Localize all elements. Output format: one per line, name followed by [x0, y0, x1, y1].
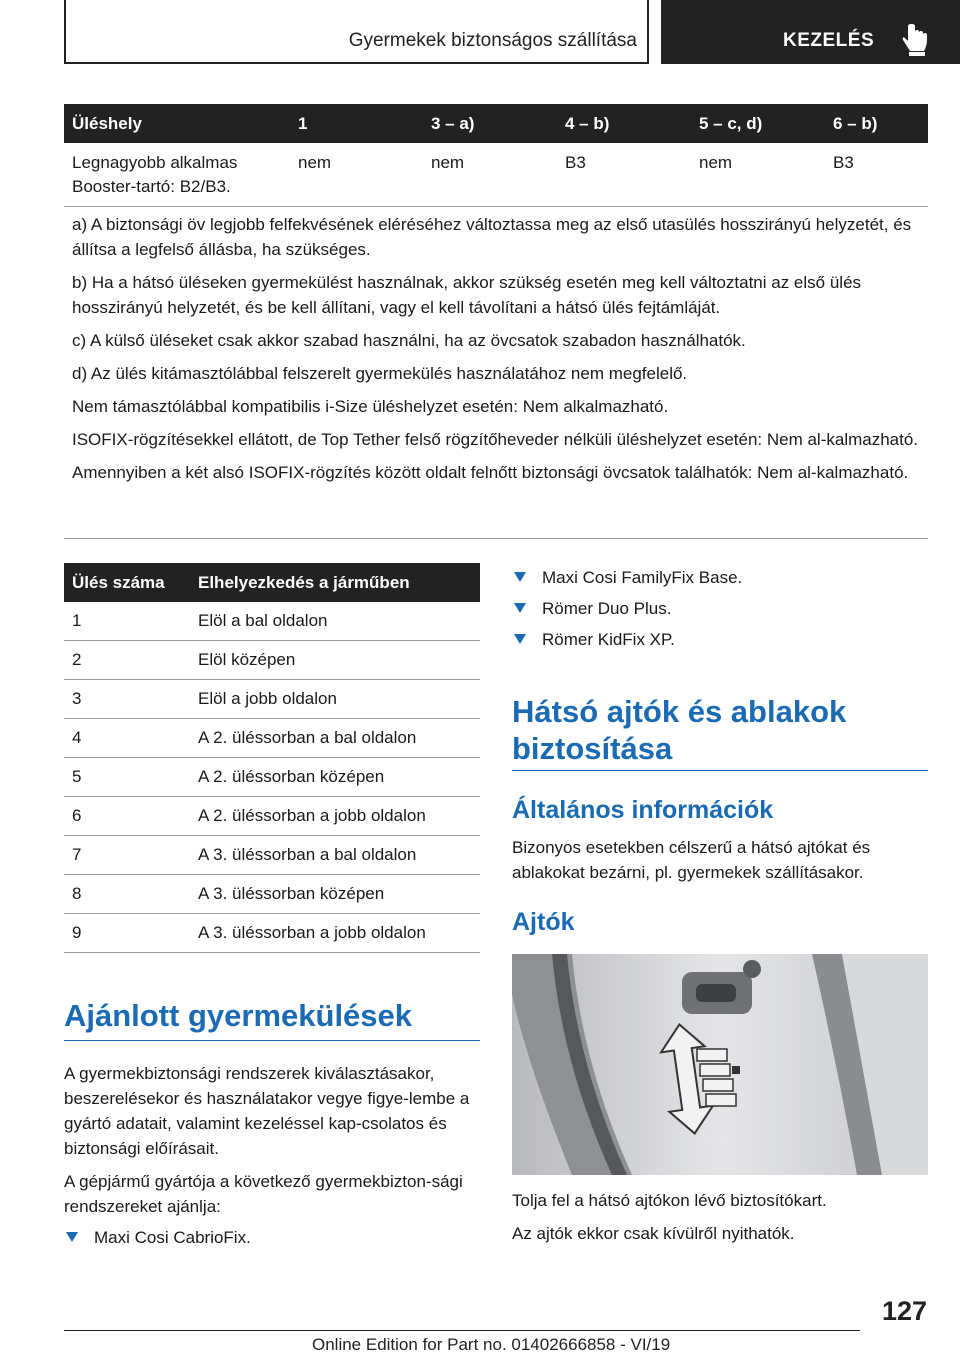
list-item-label: Römer KidFix XP. — [542, 630, 675, 649]
divider — [64, 538, 928, 539]
table-cell: 6 — [64, 797, 190, 836]
footnote: a) A biztonsági öv legjobb felfekvésének eléréséhez változtassa meg az első utasülés hosszirányú helyzetét, és állítsa a legfelső állásba, ha szükséges. — [72, 215, 912, 259]
list-item — [64, 1225, 480, 1256]
table-header-cell: 4 – b) — [557, 104, 691, 143]
paragraph: Az ajtók ekkor csak kívülről nyithatók. — [512, 1224, 795, 1243]
table-cell: A 2. üléssorban a bal oldalon — [190, 719, 480, 758]
seat-position-table — [64, 563, 480, 953]
table-row — [64, 914, 480, 953]
table-cell: Elöl a jobb oldalon — [190, 680, 480, 719]
table-header-cell: Üléshely — [64, 104, 290, 143]
table-cell: B3 — [557, 143, 691, 207]
table-cell: A 3. üléssorban középen — [190, 875, 480, 914]
recommended-list-continued — [512, 565, 928, 658]
child-lock-photo — [512, 954, 928, 1175]
child-lock-illustration — [512, 954, 928, 1175]
header-section-title: Gyermekek biztonságos szállítása — [348, 30, 637, 51]
footnote: ISOFIX-rögzítésekkel ellátott, de Top Tether felső rögzítőheveder nélküli üléshelyzet esetén: Nem al-kalmazható. — [72, 430, 919, 449]
table-header-cell: 1 — [290, 104, 423, 143]
paragraph: A gépjármű gyártója a következő gyermekbizton-sági rendszereket ajánlja: — [64, 1172, 463, 1216]
footnote: Amennyiben a két alsó ISOFIX-rögzítés között oldalt felnőtt biztonsági övcsatok találhatók: Nem al-kalmazható. — [72, 463, 909, 482]
list-item-label: Maxi Cosi CabrioFix. — [94, 1228, 251, 1247]
doors-heading: Ajtók — [512, 908, 575, 936]
table-cell: A 3. üléssorban a bal oldalon — [190, 836, 480, 875]
table-row — [64, 836, 480, 875]
table-cell: nem — [423, 143, 557, 207]
heading-rule — [64, 1040, 480, 1041]
list-item-label: Maxi Cosi FamilyFix Base. — [542, 568, 743, 587]
table-cell: B3 — [825, 143, 928, 207]
footer-rule — [64, 1330, 860, 1331]
table-cell: 5 — [64, 758, 190, 797]
table-cell: nem — [691, 143, 825, 207]
footnote: d) Az ülés kitámasztólábbal felszerelt gyermekülés használatához nem megfelelő. — [72, 364, 688, 383]
table-row — [64, 875, 480, 914]
rear-doors-heading: Hátsó ajtók és ablakok biztosítása — [512, 694, 847, 766]
table-cell: A 2. üléssorban a jobb oldalon — [190, 797, 480, 836]
table-row — [64, 758, 480, 797]
page-number: 127 — [881, 1296, 927, 1326]
table-cell: A 3. üléssorban a jobb oldalon — [190, 914, 480, 953]
header-section-box — [64, 0, 649, 64]
table-cell: 3 — [64, 680, 190, 719]
table-header-row — [64, 104, 928, 143]
list-item-label: Römer Duo Plus. — [542, 599, 672, 618]
table-header-row — [64, 563, 480, 602]
triangle-bullet-icon — [514, 603, 526, 613]
hand-pointer-icon — [901, 24, 931, 56]
table-cell: Legnagyobb alkalmas Booster-tartó: B2/B3. — [64, 143, 290, 207]
table-header-cell: Ülés száma — [64, 563, 190, 602]
header-chapter-tab — [661, 0, 960, 64]
table-cell: 1 — [64, 602, 190, 641]
table-cell: 4 — [64, 719, 190, 758]
table-row — [64, 680, 480, 719]
header-chapter-title: KEZELÉS — [783, 30, 875, 51]
recommended-text — [64, 1061, 480, 1227]
footnote: b) Ha a hátsó üléseken gyermekülést használnak, akkor szükség esetén meg kell változtatni az első ülés hosszirányú helyzetét, és be kell állítani, vagy el kell távolítani a hátsó ülés fejtámláját. — [72, 273, 862, 317]
table-row — [64, 641, 480, 680]
paragraph: Tolja fel a hátsó ajtókon lévő biztosítókart. — [512, 1191, 827, 1210]
table-cell: A 2. üléssorban középen — [190, 758, 480, 797]
table-cell: Elöl középen — [190, 641, 480, 680]
general-info-heading: Általános információk — [512, 796, 774, 824]
table-row — [64, 719, 480, 758]
list-item — [512, 565, 928, 596]
triangle-bullet-icon — [514, 572, 526, 582]
heading-rule — [512, 770, 928, 771]
doors-text — [512, 1188, 928, 1254]
triangle-bullet-icon — [514, 634, 526, 644]
recommended-heading: Ajánlott gyermekülések — [64, 998, 413, 1033]
table-cell: nem — [290, 143, 423, 207]
list-item — [512, 596, 928, 627]
triangle-bullet-icon — [66, 1232, 78, 1242]
paragraph: A gyermekbiztonsági rendszerek kiválasztásakor, beszerelésekor és használatakor vegye figye-lembe a gyártó adatait, valamint kezeléssel kap-csolatos és biztonsági előírásait. — [64, 1064, 470, 1158]
footer-edition: Online Edition for Part no. 01402666858 - VI/19 — [312, 1335, 671, 1354]
table-cell: Elöl a bal oldalon — [190, 602, 480, 641]
seat-suitability-table — [64, 104, 928, 207]
table-cell: 8 — [64, 875, 190, 914]
table-header-cell: 6 – b) — [825, 104, 928, 143]
paragraph: Bizonyos esetekben célszerű a hátsó ajtókat és ablakokat bezárni, pl. gyermekek szállításakor. — [512, 838, 871, 882]
table-header-cell: 3 – a) — [423, 104, 557, 143]
general-info-text — [512, 835, 928, 893]
table-cell: 9 — [64, 914, 190, 953]
footnote: Nem támasztólábbal kompatibilis i-Size üléshelyzet esetén: Nem alkalmazható. — [72, 397, 669, 416]
table-header-cell: 5 – c, d) — [691, 104, 825, 143]
table-row — [64, 143, 928, 207]
table-footnotes — [72, 212, 924, 493]
table-cell: 7 — [64, 836, 190, 875]
footnote: c) A külső üléseket csak akkor szabad használni, ha az övcsatok szabadon használhatók. — [72, 331, 746, 350]
recommended-list — [64, 1225, 480, 1256]
table-cell: 2 — [64, 641, 190, 680]
list-item — [512, 627, 928, 658]
table-row — [64, 602, 480, 641]
table-row — [64, 797, 480, 836]
table-header-cell: Elhelyezkedés a járműben — [190, 563, 480, 602]
